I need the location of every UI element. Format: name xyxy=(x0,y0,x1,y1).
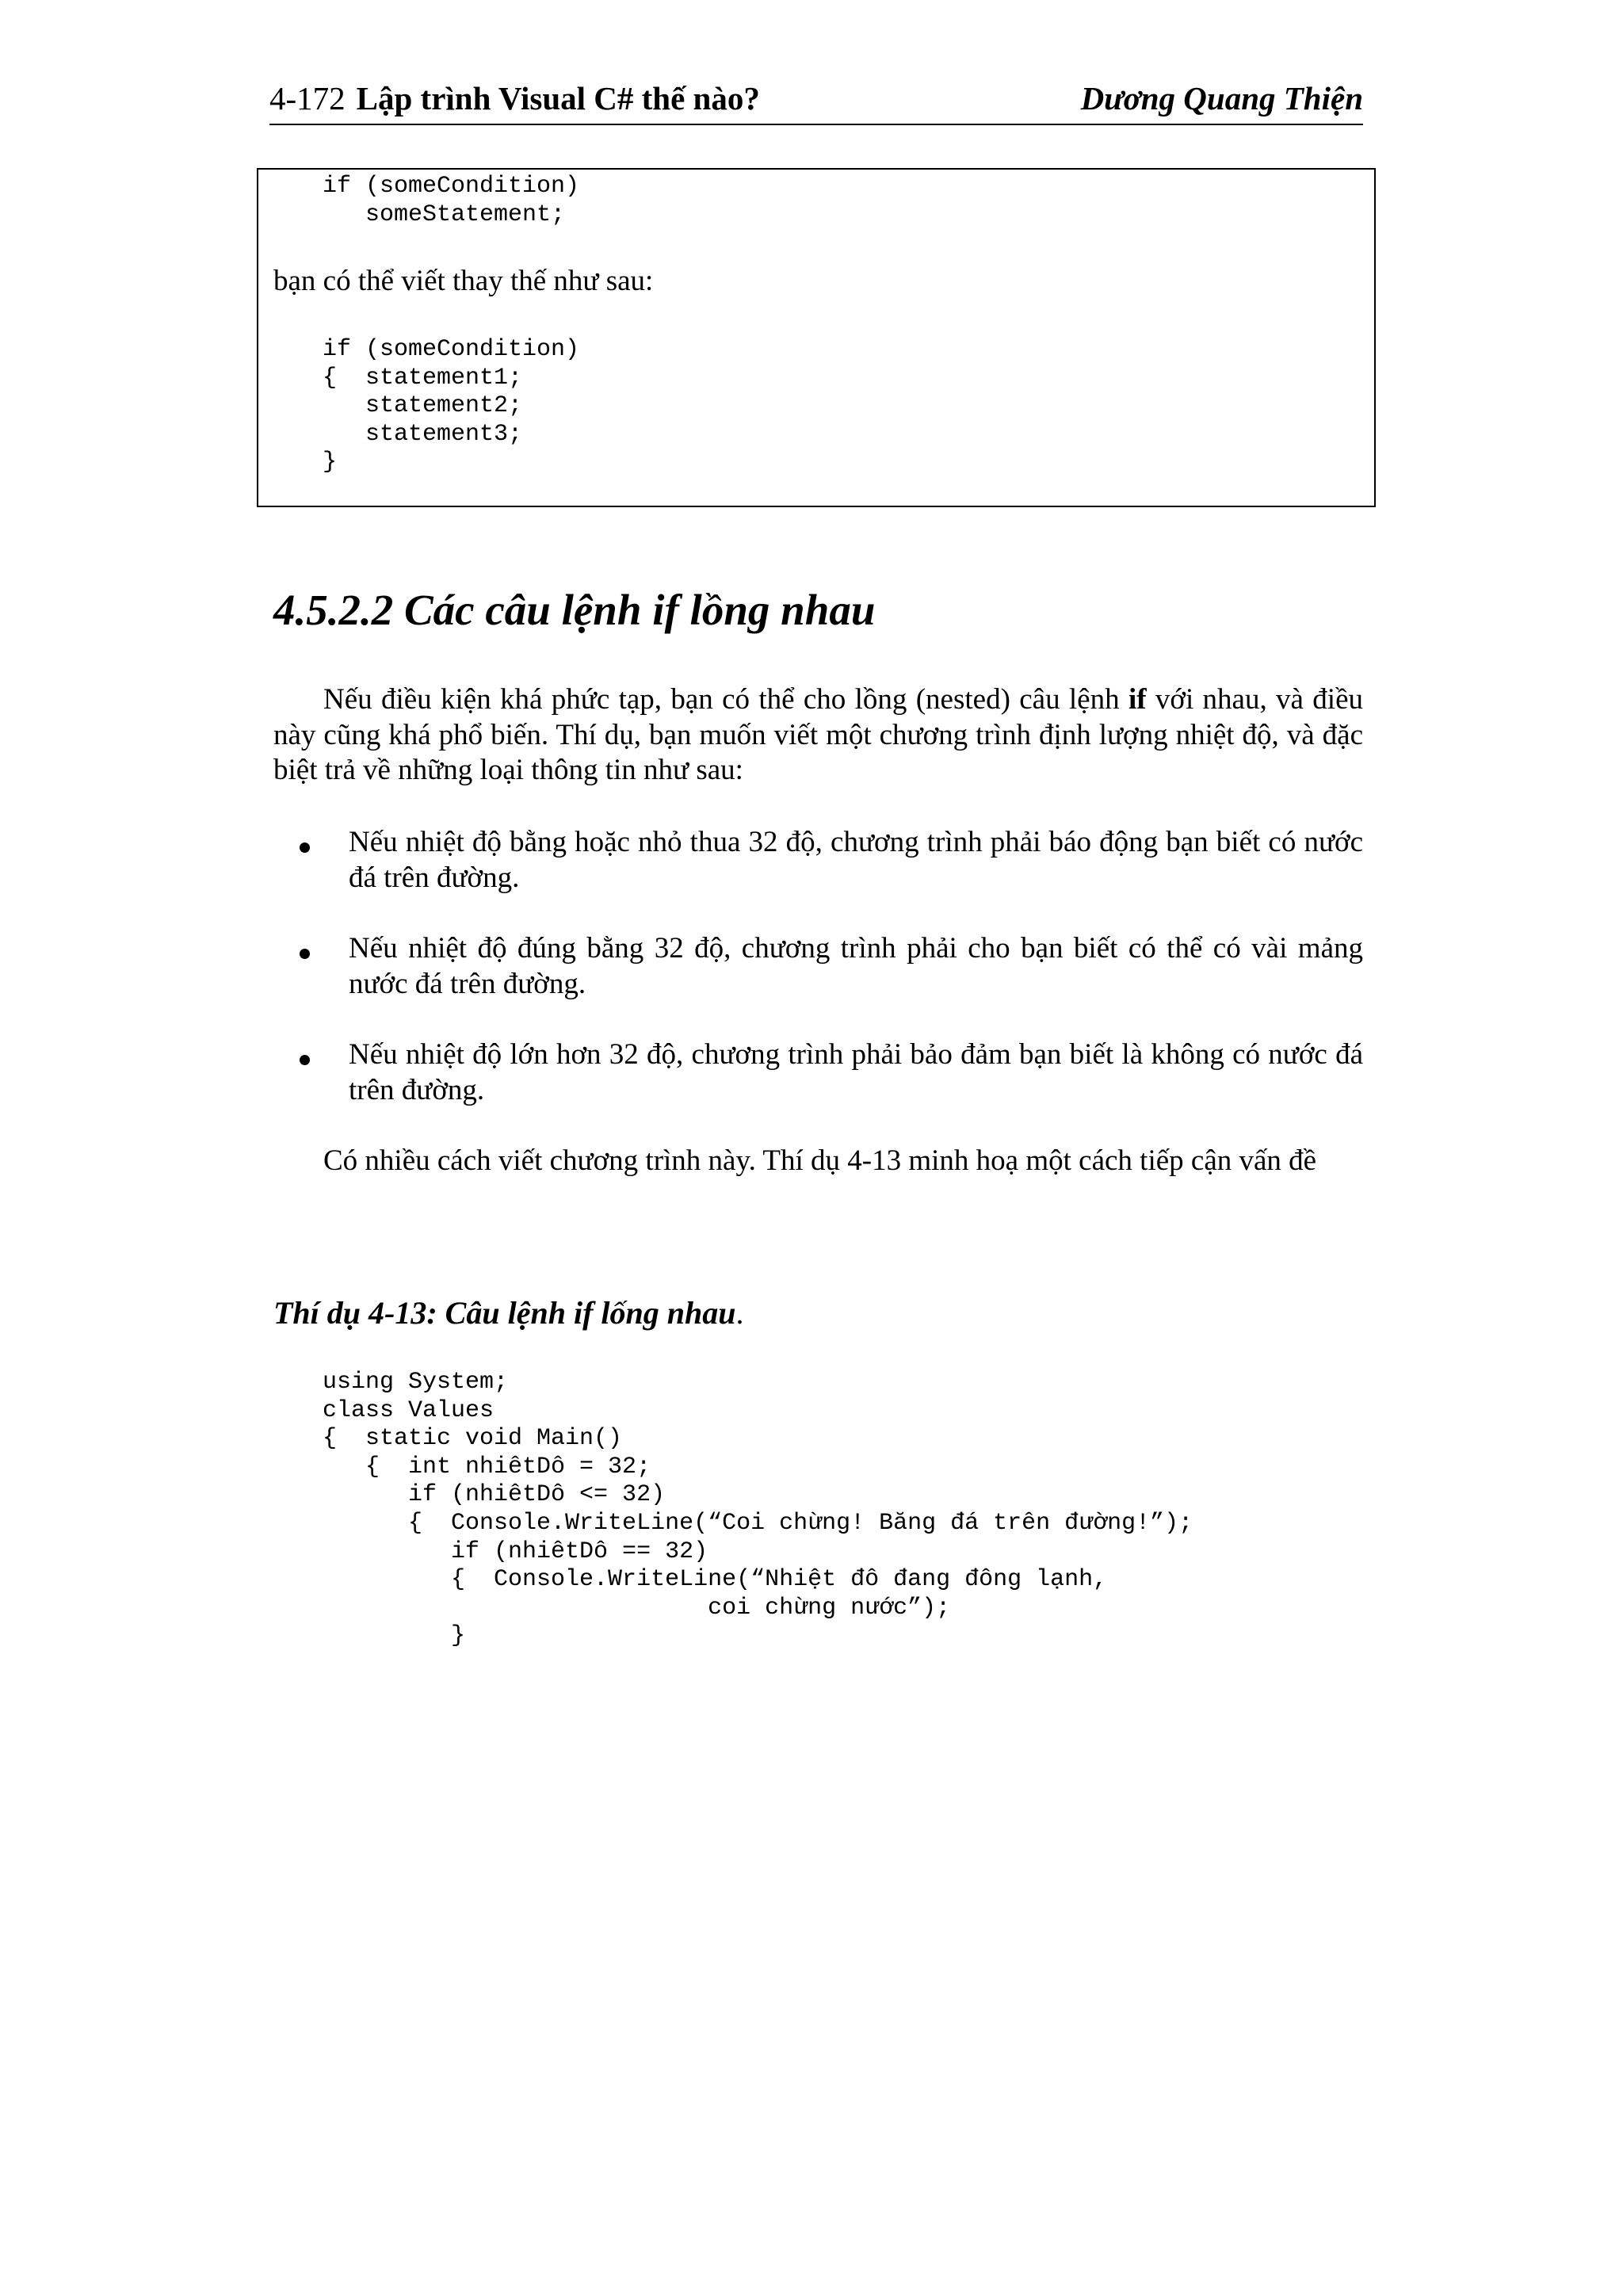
intro-paragraph xyxy=(273,682,1363,789)
example-label: Thí dụ 4-13: Câu lệnh if lống nhau xyxy=(273,1295,736,1331)
header-left xyxy=(269,79,760,117)
bullet-marker xyxy=(300,842,310,853)
section-heading: 4.5.2.2 Các câu lệnh if lồng nhau xyxy=(273,586,876,634)
page-number: 4-172 xyxy=(269,80,346,117)
example-code-listing: using System; class Values { static void Main() { int nhiêtDô = 32; if (nhiêtDô <= 32) { Console.WriteLine(“Coi chừng! Băng đá trên đường!”); if (nhiêtDô == 32) { Console.WriteLine(“Nhiệt đô đang đông lạnh, coi chừng nước”); } xyxy=(323,1369,1193,1650)
intro-keyword: if xyxy=(1128,683,1147,716)
example-caption xyxy=(273,1294,744,1331)
book-title: Lập trình Visual C# thế nào? xyxy=(356,80,760,117)
intro-text-1: Nếu điều kiện khá phức tạp, bạn có thể cho lồng (nested) câu lệnh xyxy=(323,683,1128,716)
code-snippet-single-statement: if (someCondition) someStatement; xyxy=(323,173,580,228)
code-snippet-block-statement: if (someCondition) { statement1; statement2; statement3; } xyxy=(323,336,580,476)
bullet-marker xyxy=(300,949,310,959)
bullet-marker xyxy=(300,1055,310,1065)
bullet-item: Nếu nhiệt độ lớn hơn 32 độ, chương trình phải bảo đảm bạn biết là không có nước đá trên đường. xyxy=(349,1038,1363,1106)
intro-text-2: với nhau, và điều này cũng khá phổ biến. Thí dụ, bạn muốn viết một chương trình định lượng nhiệt độ, và đặc biệt trả về những loại thông tin như sau: xyxy=(273,683,1363,786)
page-header xyxy=(269,73,1363,125)
bullet-item: Nếu nhiệt độ đúng bằng 32 độ, chương trình phải cho bạn biết có thể có vài mảng nước đá trên đường. xyxy=(349,932,1363,1000)
box-text: bạn có thể viết thay thế như sau: xyxy=(273,265,654,297)
example-caption-period: . xyxy=(735,1295,744,1331)
bullet-item: Nếu nhiệt độ bằng hoặc nhỏ thua 32 độ, chương trình phải báo động bạn biết có nước đá trên đường. xyxy=(349,826,1363,894)
author-name: Dương Quang Thiện xyxy=(1080,80,1363,117)
closing-paragraph: Có nhiều cách viết chương trình này. Thí dụ 4-13 minh hoạ một cách tiếp cận vấn đề xyxy=(323,1144,1317,1177)
